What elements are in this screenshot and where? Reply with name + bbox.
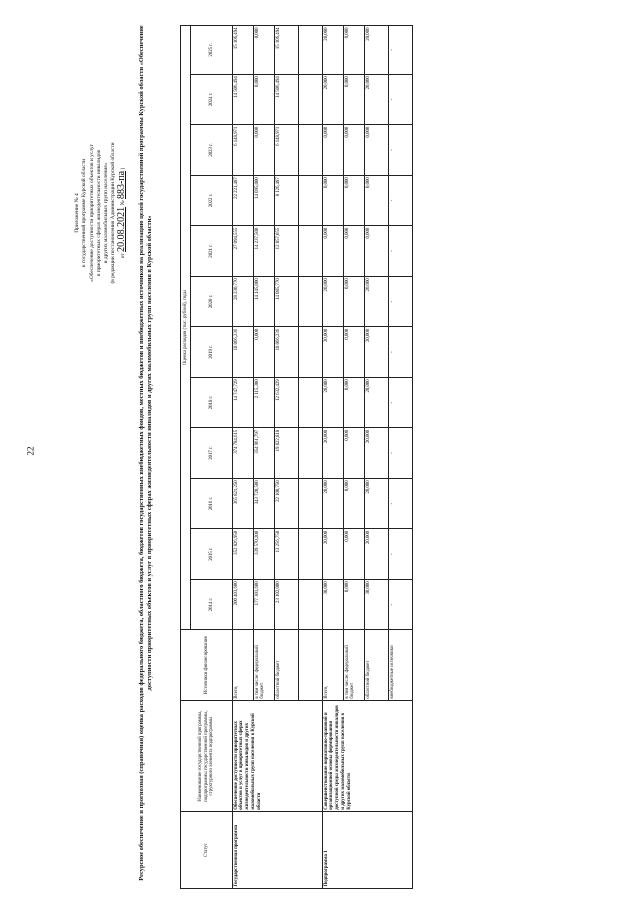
value-cell: - <box>389 74 413 125</box>
value-cell: 365 821,250 <box>233 478 254 529</box>
value-cell: 0,000 <box>344 226 365 277</box>
close-paren: ) <box>119 167 126 170</box>
value-cell: 20,000 <box>323 74 344 125</box>
header-year: 2018 г. <box>191 377 233 428</box>
source-cell: областной бюджет <box>365 630 389 701</box>
value-cell: 20,000 <box>323 327 344 378</box>
source-cell <box>299 630 323 701</box>
value-cell: 13 256,750 <box>275 529 299 580</box>
appendix-line: в приоритетных сферах жизнедеятельности инвалидов <box>95 149 102 277</box>
value-cell: 20,000 <box>323 428 344 479</box>
source-cell: Всего, <box>323 630 344 701</box>
value-cell: 0,000 <box>344 529 365 580</box>
value-cell: 0,000 <box>344 428 365 479</box>
value-cell: 0,000 <box>254 327 275 378</box>
value-cell: 19 822,818 <box>275 428 299 479</box>
header-year: 2021 г. <box>191 226 233 277</box>
value-cell: 6 148,971 <box>275 125 299 176</box>
appendix-line: «Обеспечение доступности приоритетных объектов и услуг <box>88 144 95 282</box>
value-cell: 14 506,494 <box>275 74 299 125</box>
value-cell: 14 085,770 <box>275 276 299 327</box>
status-cell: Подпрограмма 1 <box>323 812 413 889</box>
value-cell: 6 148,971 <box>233 125 254 176</box>
value-cell: 0,000 <box>344 478 365 529</box>
value-cell: 20,000 <box>365 478 389 529</box>
header-year: 2022 г. <box>191 175 233 226</box>
appendix-block <box>74 48 127 378</box>
value-cell: 0,000 <box>344 125 365 176</box>
value-cell <box>299 327 323 378</box>
value-cell: 374 784,615 <box>233 428 254 479</box>
header-year: 2023 г. <box>191 125 233 176</box>
status-cell: Государственная программа <box>233 812 323 889</box>
document-title: Ресурсное обеспечение и прогнозная (справочная) оценка расходов федерального бюджета, областного бюджета, бюджетов государственных внебюджетных фондов, местных бюджетов и внебюджетных источников на реализацию целей государственной программы Курской области «Обеспечение доступности приоритетных объектов и услуг в приоритетных сферах жизнедеятельности инвалидов и других маломобильных групп населения в Курской области» <box>138 25 154 881</box>
value-cell: 22 100,750 <box>275 478 299 529</box>
value-cell: 339 570,200 <box>254 529 275 580</box>
value-cell: 14 095,000 <box>254 175 275 226</box>
value-cell: 14 145,000 <box>254 276 275 327</box>
value-cell <box>299 226 323 277</box>
value-cell: 22 221,487 <box>233 175 254 226</box>
value-cell <box>299 377 323 428</box>
value-cell <box>299 579 323 630</box>
value-cell: 177 301,600 <box>254 579 275 630</box>
value-cell: - <box>389 276 413 327</box>
value-cell: 2 115,300 <box>254 377 275 428</box>
decree-date: 20.08.2021 <box>115 206 127 252</box>
source-cell: областной бюджет <box>275 630 299 701</box>
appendix-title: Приложение № 4 <box>74 193 80 233</box>
value-cell: 20,000 <box>323 377 344 428</box>
source-cell: в том числе: федеральный бюджет <box>344 630 365 701</box>
number-prefix: № <box>119 200 126 206</box>
program-name-cell: Обеспечение доступности приоритетных объектов и услуг в приоритетных сферах жизнедеятельности инвалидов и других маломобильных групп населения в Курской области <box>233 701 323 812</box>
header-name: Наименование государственной программы, подпрограммы государственной программы, структурного элемента подпрограммы <box>181 701 233 812</box>
value-cell <box>299 74 323 125</box>
value-cell: 0,000 <box>365 125 389 176</box>
value-cell: 352 826,950 <box>233 529 254 580</box>
value-cell: 0,000 <box>344 26 365 75</box>
value-cell: 20,000 <box>365 529 389 580</box>
value-cell: - <box>389 579 413 630</box>
value-cell: 0,000 <box>344 579 365 630</box>
value-cell: 0,000 <box>344 175 365 226</box>
appendix-line: и других маломобильных групп населения» <box>103 162 110 264</box>
value-cell: 0,000 <box>323 125 344 176</box>
appendix-line: к государственной программе Курской области <box>81 158 88 268</box>
value-cell: 0,000 <box>254 74 275 125</box>
appendix-date-line <box>115 48 127 378</box>
header-estimate: Оценка расходов (тыс. рублей), годы <box>181 26 191 630</box>
appendix-line: (в редакции постановления Администрации Курской области <box>110 142 117 284</box>
header-year: 2015 г. <box>191 529 233 580</box>
value-cell: 0,000 <box>344 276 365 327</box>
header-year: 2019 г. <box>191 327 233 378</box>
value-cell: - <box>389 26 413 75</box>
value-cell: 20,000 <box>365 377 389 428</box>
value-cell: - <box>389 327 413 378</box>
value-cell: 20,000 <box>365 74 389 125</box>
header-year: 2014 г. <box>191 579 233 630</box>
value-cell: 20,000 <box>323 26 344 75</box>
source-cell: внебюджетные источники <box>389 630 413 701</box>
value-cell: 20,000 <box>365 276 389 327</box>
value-cell: 30,000 <box>365 579 389 630</box>
value-cell: - <box>389 529 413 580</box>
subprogram-name-cell: Совершенствование нормативно-правовой и организационной основы формирования доступной среды жизнедеятельности инвалидов и других маломобильных групп населения в Курской области <box>323 701 413 812</box>
value-cell <box>299 26 323 75</box>
decree-number: 883-па <box>115 170 127 200</box>
header-source: Источники финансирования <box>181 630 233 701</box>
header-year: 2016 г. <box>191 478 233 529</box>
value-cell: 0,000 <box>344 74 365 125</box>
value-cell: 28 230,770 <box>233 276 254 327</box>
value-cell: 0,000 <box>365 226 389 277</box>
value-cell: - <box>389 428 413 479</box>
value-cell: 20,000 <box>323 478 344 529</box>
value-cell: 0,000 <box>323 175 344 226</box>
value-cell: 12 632,429 <box>275 377 299 428</box>
value-cell <box>299 529 323 580</box>
value-cell: 20,000 <box>323 276 344 327</box>
value-cell: 12 857,055 <box>275 226 299 277</box>
value-cell: 0,000 <box>344 327 365 378</box>
value-cell: 27 094,555 <box>233 226 254 277</box>
value-cell: 0,000 <box>365 175 389 226</box>
value-cell: - <box>389 478 413 529</box>
value-cell: 343 720,500 <box>254 478 275 529</box>
value-cell: 18 066,236 <box>275 327 299 378</box>
value-cell: 0,000 <box>254 125 275 176</box>
page-number: 22 <box>25 446 36 456</box>
header-year: 2020 г. <box>191 276 233 327</box>
value-cell: 8 126,487 <box>275 175 299 226</box>
header-year: 2024 г. <box>191 74 233 125</box>
value-cell: - <box>389 377 413 428</box>
date-prefix: от <box>119 253 126 259</box>
header-year: 2017 г. <box>191 428 233 479</box>
value-cell: 0,000 <box>254 26 275 75</box>
value-cell: 0,000 <box>323 226 344 277</box>
value-cell: - <box>389 125 413 176</box>
value-cell: 14 747,729 <box>233 377 254 428</box>
value-cell: - <box>389 226 413 277</box>
value-cell: 18 066,236 <box>233 327 254 378</box>
value-cell: 354 961,797 <box>254 428 275 479</box>
value-cell: 14 506,494 <box>233 74 254 125</box>
source-cell: в том числе: федеральный бюджет <box>254 630 275 701</box>
value-cell: 15 106,494 <box>275 26 299 75</box>
value-cell: 200 403,600 <box>233 579 254 630</box>
value-cell: - <box>389 175 413 226</box>
value-cell <box>299 478 323 529</box>
rotated-landscape-page <box>68 13 598 893</box>
header-year: 2025 г. <box>191 26 233 75</box>
value-cell: 20,000 <box>365 428 389 479</box>
value-cell: 0,000 <box>344 377 365 428</box>
resources-table <box>180 25 413 889</box>
source-cell: Всего, <box>233 630 254 701</box>
header-status: Статус <box>181 812 233 889</box>
value-cell: 30,000 <box>323 579 344 630</box>
value-cell: 20,000 <box>323 529 344 580</box>
value-cell <box>299 125 323 176</box>
value-cell: 20,000 <box>365 26 389 75</box>
value-cell: 14 237,500 <box>254 226 275 277</box>
value-cell: 23 102,000 <box>275 579 299 630</box>
value-cell <box>299 428 323 479</box>
value-cell <box>299 175 323 226</box>
value-cell: 20,000 <box>365 327 389 378</box>
value-cell <box>299 276 323 327</box>
value-cell: 15 106,494 <box>233 26 254 75</box>
